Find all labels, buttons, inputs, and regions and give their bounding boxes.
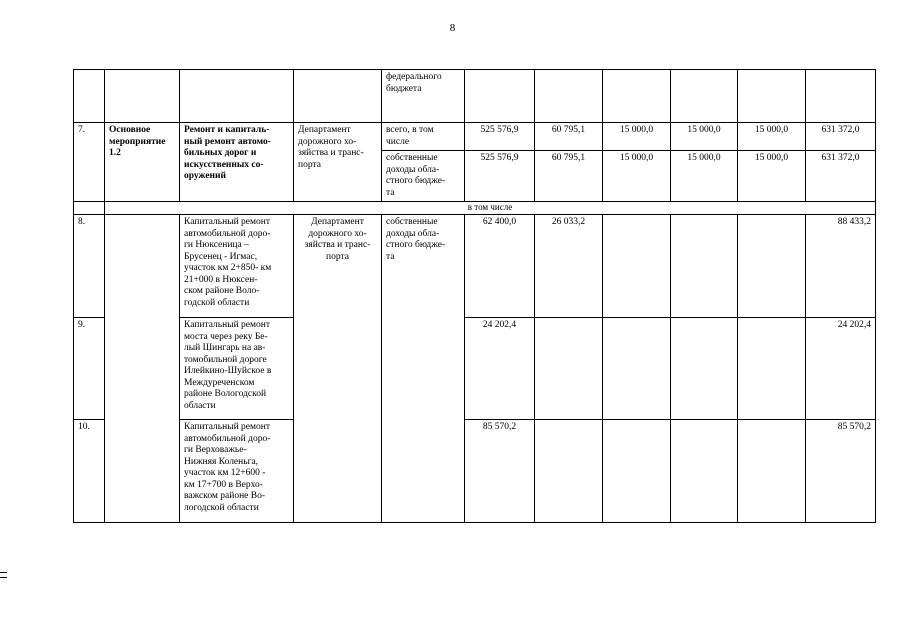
cell-event <box>105 215 180 523</box>
cell-value: 85 570,2 <box>465 420 535 523</box>
subheading: в том числе <box>105 202 876 215</box>
cell-value: 15 000,0 <box>671 123 738 151</box>
cell-value <box>603 215 671 318</box>
margin-mark <box>0 572 7 578</box>
cell-value: 525 576,9 <box>465 123 535 151</box>
cell-value: 60 795,1 <box>535 151 603 202</box>
cell-value <box>671 420 738 523</box>
budget-table <box>73 69 876 523</box>
cell-num: 7. <box>74 123 105 202</box>
cell-value <box>535 420 603 523</box>
cell-desc: Капитальный ремонт моста через реку Бе- лый Шингарь на ав- томобильной дороге Илейкино-Шуйское в Междуреченском районе Вологодской области <box>180 318 294 420</box>
cell-value: 15 000,0 <box>603 151 671 202</box>
cell-value: 15 000,0 <box>738 123 806 151</box>
cell-value: 62 400,0 <box>465 215 535 318</box>
cell-source: федерального бюджета <box>382 70 465 123</box>
cell-desc: Капитальный ремонт автомобильной доро- ги Нюксеница – Брусенец - Игмас, участок км 2+850- км 21+000 в Нюксен- ском районе Воло- годской области <box>180 215 294 318</box>
cell-value <box>738 70 806 123</box>
cell-executor: Департамент дорожного хо- зяйства и транс- порта <box>294 215 382 523</box>
cell-value: 631 372,0 <box>806 151 876 202</box>
cell-num: 9. <box>74 318 105 420</box>
cell-value <box>806 70 876 123</box>
cell-value <box>738 318 806 420</box>
cell-total: 88 433,2 <box>806 215 876 318</box>
cell-value <box>738 215 806 318</box>
table-row <box>74 202 876 215</box>
cell-num: 8. <box>74 215 105 318</box>
cell-value <box>671 215 738 318</box>
table-row <box>74 318 876 420</box>
cell-event: Основное мероприятие 1.2 <box>105 123 180 202</box>
cell-value: 15 000,0 <box>671 151 738 202</box>
cell-value <box>603 318 671 420</box>
cell-value: 631 372,0 <box>806 123 876 151</box>
cell-num <box>74 202 105 215</box>
cell-value <box>535 70 603 123</box>
table-row <box>74 123 876 151</box>
cell-value: 15 000,0 <box>738 151 806 202</box>
cell-source: всего, в том числе <box>382 123 465 151</box>
cell-desc: Капитальный ремонт автомобильной доро- ги Верховажье- Нижняя Коленьга, участок км 12+600 - км 17+700 в Верхо- важском районе Во- логодской области <box>180 420 294 523</box>
cell-executor: Департамент дорожного хо- зяйства и транс- порта <box>294 123 382 202</box>
cell-total: 85 570,2 <box>806 420 876 523</box>
cell-source: собственные доходы обла- стного бюдже- та <box>382 151 465 202</box>
cell-value <box>465 70 535 123</box>
cell-num: 10. <box>74 420 105 523</box>
cell-value: 60 795,1 <box>535 123 603 151</box>
cell-value <box>535 318 603 420</box>
cell-value <box>603 420 671 523</box>
cell-total: 24 202,4 <box>806 318 876 420</box>
cell-event <box>105 70 180 123</box>
page-number: 8 <box>449 22 456 34</box>
cell-value <box>671 318 738 420</box>
cell-desc: Ремонт и капиталь- ный ремонт автомо- бильных дорог и искусственных со- оружений <box>180 123 294 202</box>
table-row <box>74 70 876 123</box>
cell-value <box>671 70 738 123</box>
cell-source: собственные доходы обла- стного бюдже- та <box>382 215 465 523</box>
cell-desc <box>180 70 294 123</box>
cell-value: 26 033,2 <box>535 215 603 318</box>
cell-value: 15 000,0 <box>603 123 671 151</box>
cell-num <box>74 70 105 123</box>
table-row <box>74 215 876 318</box>
table-row <box>74 420 876 523</box>
cell-value: 24 202,4 <box>465 318 535 420</box>
cell-value <box>738 420 806 523</box>
cell-value <box>603 70 671 123</box>
cell-value: 525 576,9 <box>465 151 535 202</box>
cell-executor <box>294 70 382 123</box>
